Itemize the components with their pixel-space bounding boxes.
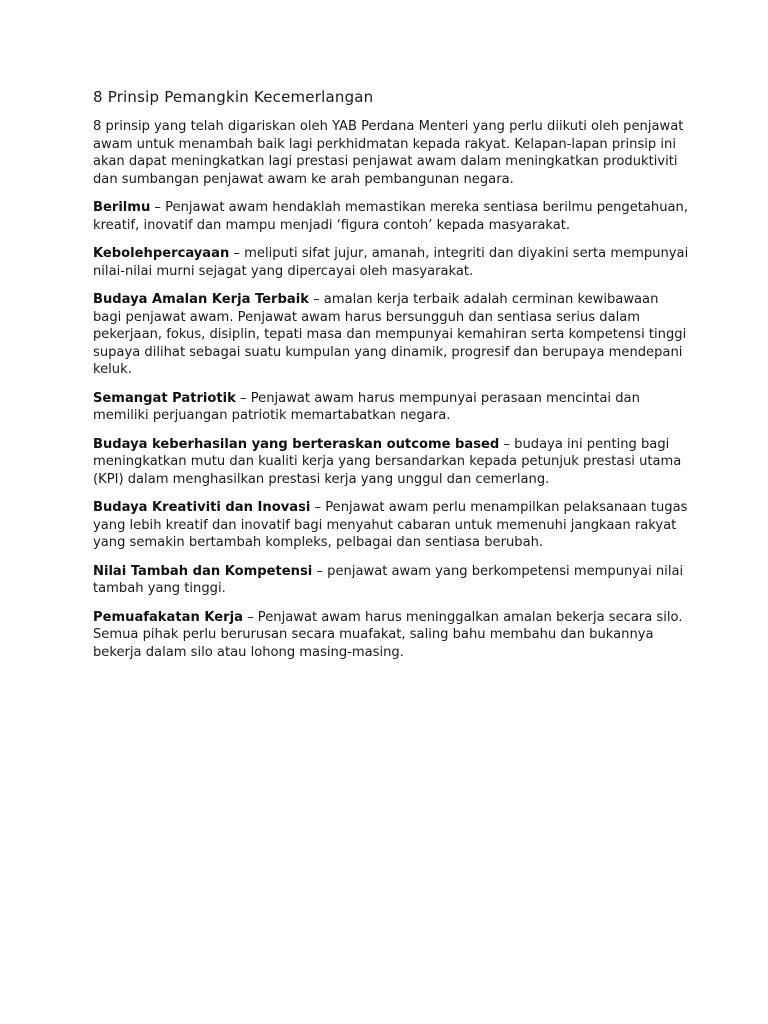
principle-description: – Penjawat awam harus meninggalkan amalan bekerja secara silo. Semua pihak perlu berurusan secara muafakat, saling bahu membahu dan bukannya bekerja dalam silo atau lohong masing-masing. bbox=[93, 609, 683, 660]
principle-term: Nilai Tambah dan Kompetensi bbox=[93, 563, 313, 579]
principle-description: – penjawat awam yang berkompetensi mempunyai nilai tambah yang tinggi. bbox=[93, 563, 684, 596]
principle-term: Kebolehpercayaan bbox=[93, 246, 230, 261]
principle-description: – budaya ini penting bagi meningkatkan mutu dan kualiti kerja yang bersandarkan kepada petunjuk prestasi utama (KPI) dalam menghasilkan prestasi kerja yang unggul dan cemerlang. bbox=[93, 436, 682, 487]
principle-paragraph-kreativiti-inovasi bbox=[93, 499, 690, 552]
principle-term: Berilmu bbox=[93, 200, 151, 215]
principle-term: Budaya Kreativiti dan Inovasi bbox=[93, 500, 311, 515]
principle-paragraph-pemuafakatan-kerja bbox=[93, 609, 690, 662]
principle-description: – Penjawat awam hendaklah memastikan mereka sentiasa berilmu pengetahuan, kreatif, inovatif dan mampu menjadi ‘figura contoh’ kepada masyarakat. bbox=[93, 200, 688, 233]
intro-paragraph: 8 prinsip yang telah digariskan oleh YAB Perdana Menteri yang perlu diikuti oleh penjawat awam untuk menambah baik lagi perkhidmatan kepada rakyat. Kelapan-lapan prinsip ini akan dapat meningkatkan lagi prestasi penjawat awam dalam meningkatkan produktiviti dan sumbangan penjawat awam ke arah pembangunan negara. bbox=[93, 119, 684, 187]
principle-description: – Penjawat awam harus mempunyai perasaan mencintai dan memiliki perjuangan patriotik memartabatkan negara. bbox=[93, 390, 640, 423]
principle-paragraph-nilai-tambah bbox=[93, 563, 690, 598]
principle-paragraph-semangat-patriotik bbox=[93, 390, 690, 425]
principle-description: – Penjawat awam perlu menampilkan pelaksanaan tugas yang lebih kreatif dan inovatif bagi menyahut cabaran untuk memenuhi jangkaan rakyat yang semakin bertambah kompleks, pelbagai dan sentiasa berubah. bbox=[93, 500, 688, 550]
principle-term: Budaya Amalan Kerja Terbaik bbox=[93, 292, 309, 307]
principle-paragraph-amalan-kerja-terbaik bbox=[93, 291, 690, 379]
principle-description: – meliputi sifat jujur, amanah, integriti dan diyakini serta mempunyai nilai-nilai murni sejagat yang dipercayai oleh masyarakat. bbox=[93, 246, 689, 279]
principle-term: Pemuafakatan Kerja bbox=[93, 609, 243, 625]
document-title: 8 Prinsip Pemangkin Kecemerlangan bbox=[93, 88, 374, 106]
principle-term: Budaya keberhasilan yang berteraskan outcome based bbox=[93, 436, 500, 452]
principle-paragraph-outcome-based bbox=[93, 436, 690, 489]
principle-paragraph-berilmu bbox=[93, 199, 690, 234]
principle-description: – amalan kerja terbaik adalah cerminan kewibawaan bagi penjawat awam. Penjawat awam harus bersungguh dan sentiasa serius dalam pekerjaan, fokus, disiplin, tepati masa dan mempunyai kemahiran serta kompetensi tinggi supaya dilihat sebagai suatu kumpulan yang dinamik, progresif dan berupaya mendepani keluk. bbox=[93, 292, 687, 377]
principle-term: Semangat Patriotik bbox=[93, 390, 236, 406]
principle-paragraph-kebolehpercayaan bbox=[93, 245, 690, 280]
